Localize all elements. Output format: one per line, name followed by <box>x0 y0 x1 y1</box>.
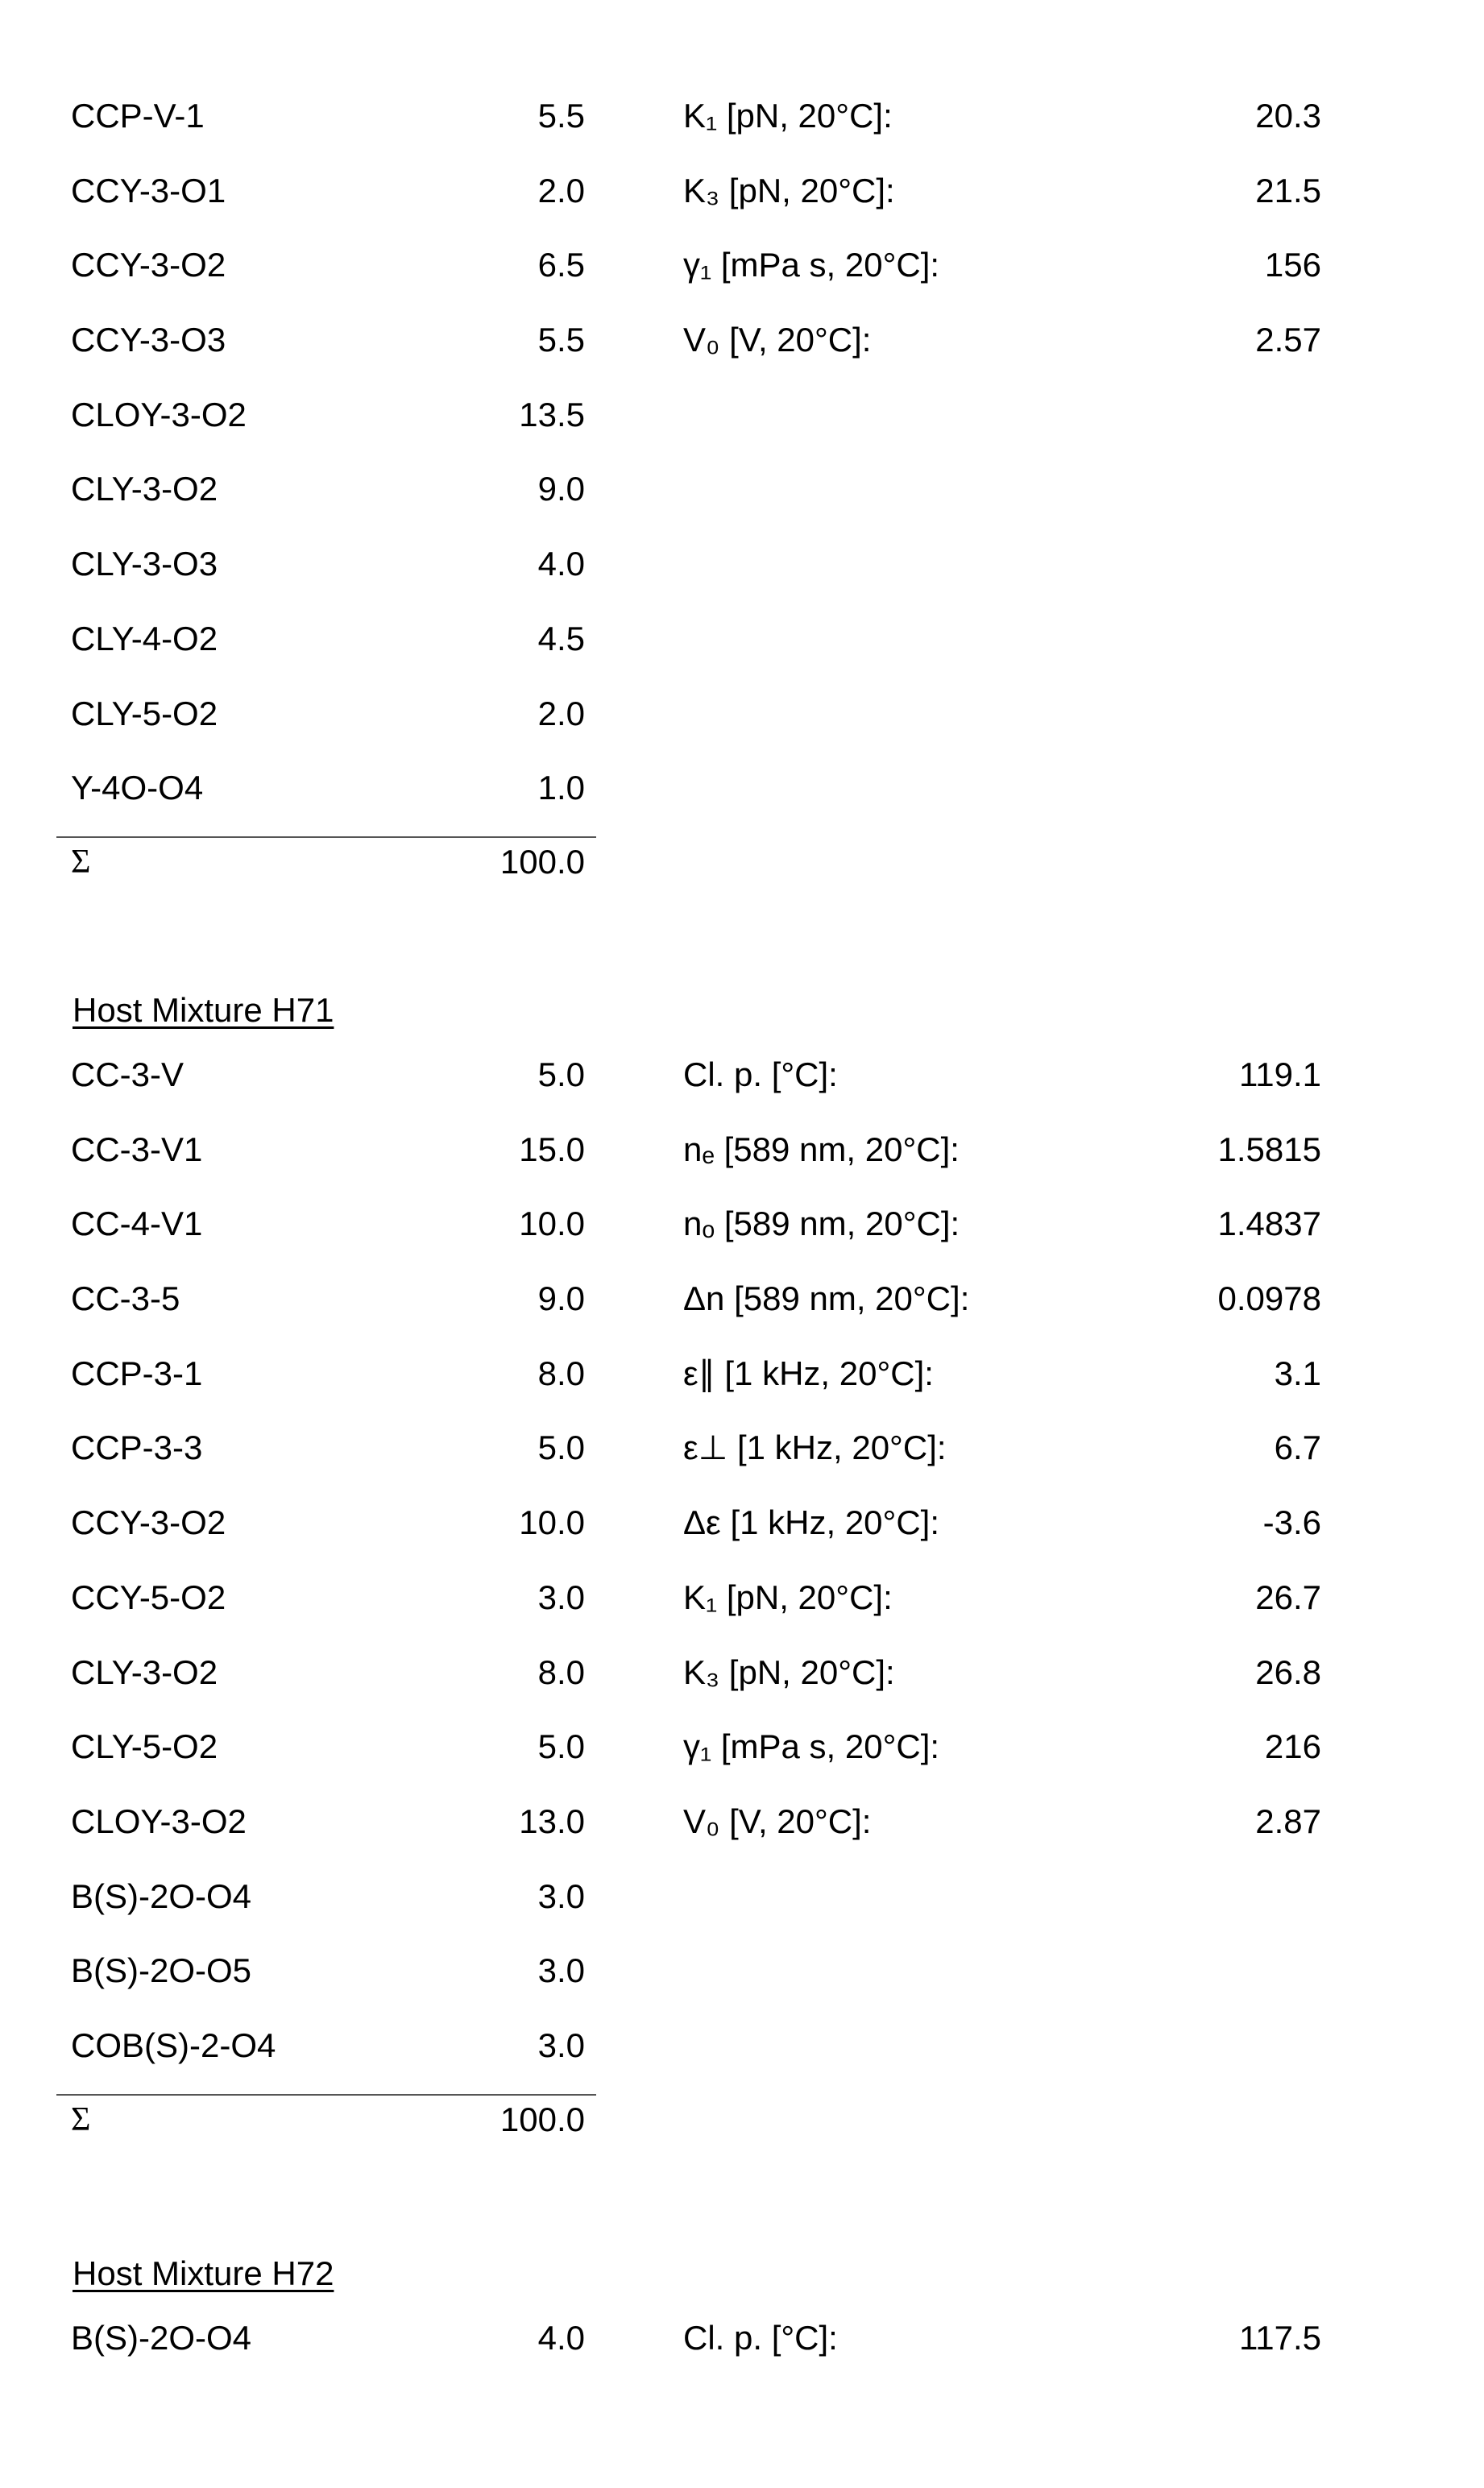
section-heading: Host Mixture H71 <box>73 978 334 1043</box>
table-row <box>0 378 1484 453</box>
component-name: CLY-5-O2 <box>71 1710 218 1785</box>
property-value: 156 <box>1080 228 1321 303</box>
table-row <box>0 1636 1484 1710</box>
table-row <box>0 1860 1484 1934</box>
property-value: 2.87 <box>1080 1785 1321 1860</box>
component-name: CLY-3-O2 <box>71 452 218 527</box>
table-row <box>0 303 1484 378</box>
table-row <box>0 1262 1484 1337</box>
component-percentage: 4.5 <box>403 602 585 677</box>
property-value: 26.7 <box>1080 1561 1321 1636</box>
component-name: CLY-4-O2 <box>71 602 218 677</box>
component-name: Y-4O-O4 <box>71 751 203 826</box>
component-percentage: 5.0 <box>403 1038 585 1113</box>
property-label: V₀ [V, 20°C]: <box>683 1785 871 1860</box>
property-label: K₃ [pN, 20°C]: <box>683 154 895 229</box>
property-value: 119.1 <box>1080 1038 1321 1113</box>
property-label: γ₁ [mPa s, 20°C]: <box>683 228 939 303</box>
property-value: 2.57 <box>1080 303 1321 378</box>
component-name: CCY-3-O1 <box>71 154 226 229</box>
component-name: CC-4-V1 <box>71 1187 202 1262</box>
component-percentage: 3.0 <box>403 1934 585 2009</box>
component-percentage: 5.5 <box>403 79 585 154</box>
component-percentage: 2.0 <box>403 154 585 229</box>
table-row <box>0 602 1484 677</box>
mixture-table-top <box>0 79 1484 827</box>
table-row <box>0 228 1484 303</box>
component-name: COB(S)-2-O4 <box>71 2009 276 2084</box>
property-label: ε∥ [1 kHz, 20°C]: <box>683 1337 934 1412</box>
table-row <box>0 1187 1484 1262</box>
property-label: Δn [589 nm, 20°C]: <box>683 1262 969 1337</box>
table-row <box>0 1486 1484 1561</box>
property-label: ε⊥ [1 kHz, 20°C]: <box>683 1411 947 1486</box>
property-value: 216 <box>1080 1710 1321 1785</box>
table-row <box>0 1113 1484 1188</box>
property-label: K₃ [pN, 20°C]: <box>683 1636 895 1710</box>
section-heading: Host Mixture H72 <box>73 2241 334 2306</box>
table-row <box>0 2009 1484 2084</box>
sum-row <box>56 2094 596 2144</box>
component-percentage: 13.0 <box>403 1785 585 1860</box>
component-percentage: 8.0 <box>403 1337 585 1412</box>
property-value: 26.8 <box>1080 1636 1321 1710</box>
component-name: CCP-3-3 <box>71 1411 202 1486</box>
component-name: CCP-3-1 <box>71 1337 202 1412</box>
table-row <box>0 79 1484 154</box>
component-name: B(S)-2O-O4 <box>71 1860 251 1934</box>
property-value: 3.1 <box>1080 1337 1321 1412</box>
table-row <box>0 2301 1484 2376</box>
component-percentage: 8.0 <box>403 1636 585 1710</box>
table-row <box>0 1038 1484 1113</box>
property-label: K₁ [pN, 20°C]: <box>683 1561 893 1636</box>
property-value: 21.5 <box>1080 154 1321 229</box>
component-name: CC-3-V <box>71 1038 184 1113</box>
table-row <box>0 452 1484 527</box>
table-row <box>0 527 1484 602</box>
component-name: CLY-3-O3 <box>71 527 218 602</box>
property-value: 6.7 <box>1080 1411 1321 1486</box>
component-percentage: 3.0 <box>403 1860 585 1934</box>
component-name: CC-3-5 <box>71 1262 180 1337</box>
component-percentage: 13.5 <box>403 378 585 453</box>
component-percentage: 5.0 <box>403 1411 585 1486</box>
component-name: CLY-5-O2 <box>71 677 218 752</box>
component-percentage: 9.0 <box>403 1262 585 1337</box>
property-label: K₁ [pN, 20°C]: <box>683 79 893 154</box>
component-percentage: 9.0 <box>403 452 585 527</box>
table-row <box>0 154 1484 229</box>
component-percentage: 2.0 <box>403 677 585 752</box>
component-percentage: 5.5 <box>403 303 585 378</box>
component-percentage: 6.5 <box>403 228 585 303</box>
property-label: nₒ [589 nm, 20°C]: <box>683 1187 960 1262</box>
document-page <box>0 0 1484 2488</box>
property-value: 1.5815 <box>1080 1113 1321 1188</box>
mixture-table-h72 <box>0 2301 1484 2376</box>
component-name: CLOY-3-O2 <box>71 1785 247 1860</box>
component-percentage: 3.0 <box>403 2009 585 2084</box>
property-label: Cl. p. [°C]: <box>683 2301 838 2376</box>
table-row <box>0 1561 1484 1636</box>
component-name: CC-3-V1 <box>71 1113 202 1188</box>
component-name: CCY-5-O2 <box>71 1561 226 1636</box>
component-percentage: 1.0 <box>403 751 585 826</box>
table-row <box>0 751 1484 826</box>
component-name: CCP-V-1 <box>71 79 205 154</box>
sum-total: 100.0 <box>500 838 585 886</box>
property-label: γ₁ [mPa s, 20°C]: <box>683 1710 939 1785</box>
table-row <box>0 1785 1484 1860</box>
property-label: V₀ [V, 20°C]: <box>683 303 871 378</box>
mixture-table-h71 <box>0 1038 1484 2085</box>
component-name: CCY-3-O2 <box>71 228 226 303</box>
property-label: Δε [1 kHz, 20°C]: <box>683 1486 939 1561</box>
table-row <box>0 1934 1484 2009</box>
sum-symbol: Σ <box>71 838 90 886</box>
table-row <box>0 1710 1484 1785</box>
property-label: Cl. p. [°C]: <box>683 1038 838 1113</box>
property-value: -3.6 <box>1080 1486 1321 1561</box>
component-name: CCY-3-O2 <box>71 1486 226 1561</box>
property-value: 20.3 <box>1080 79 1321 154</box>
table-row <box>0 1337 1484 1412</box>
property-value: 0.0978 <box>1080 1262 1321 1337</box>
property-value: 1.4837 <box>1080 1187 1321 1262</box>
component-percentage: 10.0 <box>403 1486 585 1561</box>
sum-row <box>56 836 596 886</box>
component-percentage: 4.0 <box>403 527 585 602</box>
component-percentage: 10.0 <box>403 1187 585 1262</box>
component-percentage: 15.0 <box>403 1113 585 1188</box>
component-name: B(S)-2O-O5 <box>71 1934 251 2009</box>
property-value: 117.5 <box>1080 2301 1321 2376</box>
component-percentage: 5.0 <box>403 1710 585 1785</box>
component-name: CCY-3-O3 <box>71 303 226 378</box>
sum-total: 100.0 <box>500 2096 585 2144</box>
table-row <box>0 677 1484 752</box>
table-row <box>0 1411 1484 1486</box>
component-name: CLOY-3-O2 <box>71 378 247 453</box>
component-name: CLY-3-O2 <box>71 1636 218 1710</box>
property-label: nₑ [589 nm, 20°C]: <box>683 1113 960 1188</box>
sum-symbol: Σ <box>71 2096 90 2144</box>
component-percentage: 4.0 <box>403 2301 585 2376</box>
component-percentage: 3.0 <box>403 1561 585 1636</box>
component-name: B(S)-2O-O4 <box>71 2301 251 2376</box>
